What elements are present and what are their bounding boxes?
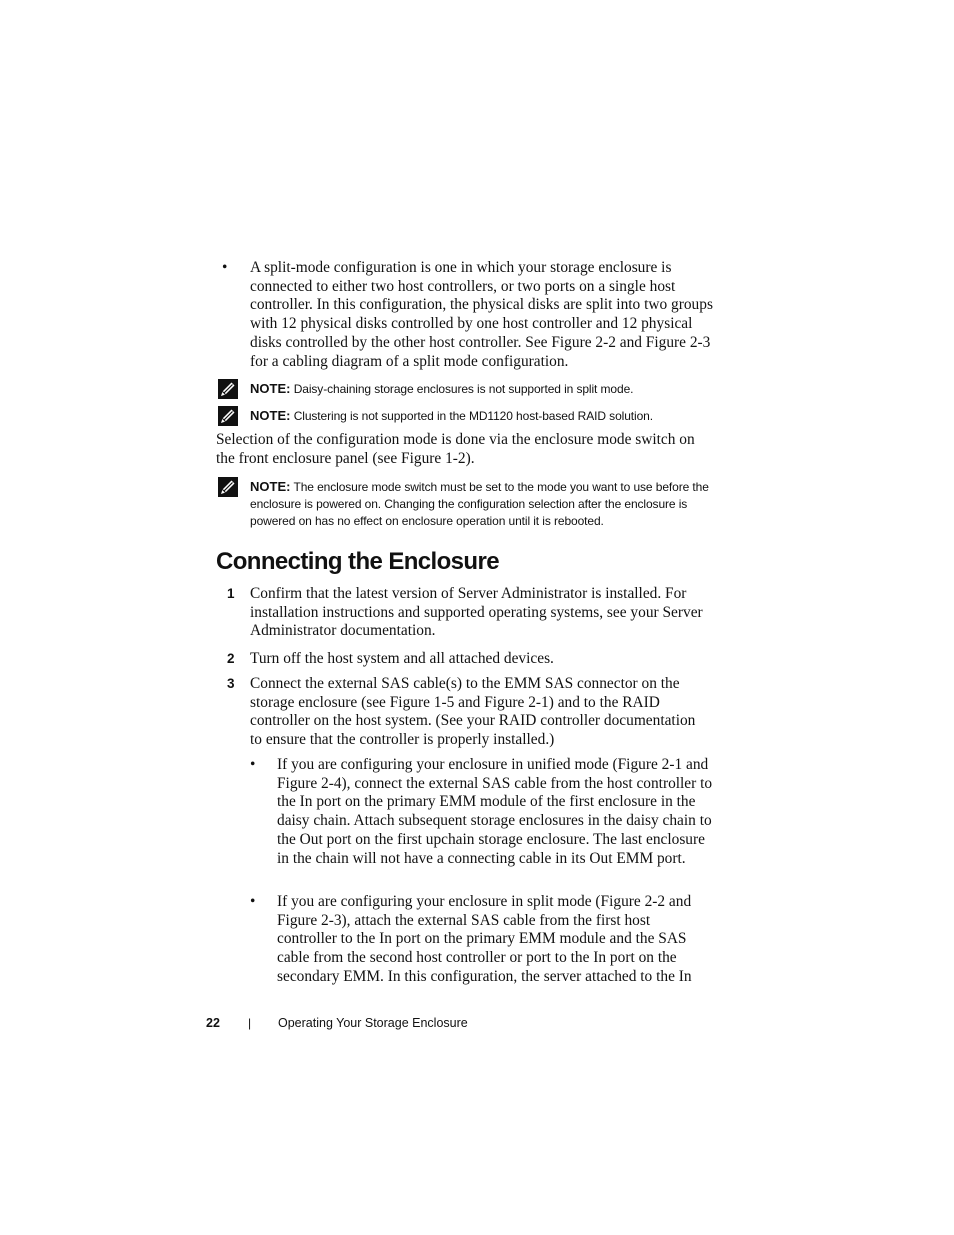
split-mode-bullet — [222, 259, 717, 371]
note-body: Daisy-chaining storage enclosures is not supported in split mode. — [293, 382, 634, 396]
step-text: Connect the external SAS cable(s) to the EMM SAS connector on the storage enclosure (see Figure 1-5 and Figure 2-1) and to the RAID controller on the host system. (See your RAID controller documentation to ensure that the controller is properly installed.) — [250, 675, 696, 749]
step-number: 3 — [227, 676, 235, 691]
note-1-text — [250, 379, 720, 398]
note-body: Clustering is not supported in the MD1120 host-based RAID solution. — [293, 409, 653, 423]
config-paragraph: Selection of the configuration mode is done via the enclosure mode switch on the front enclosure panel (see Figure 1-2). — [216, 431, 695, 467]
note-label: NOTE: — [250, 381, 291, 396]
step-text: Confirm that the latest version of Server Administrator is installed. For installation instructions and supported operating systems, see your Server Administrator documentation. — [250, 585, 703, 640]
pencil-note-icon — [218, 379, 238, 399]
step-number: 1 — [227, 586, 235, 601]
note-3-text — [250, 477, 718, 530]
page-footer — [206, 1016, 706, 1036]
chapter-title: Operating Your Storage Enclosure — [278, 1016, 468, 1030]
note-body: The enclosure mode switch must be set to the mode you want to use before the enclosure is powered on. Changing the configuration selection after the enclosure is powered on has no effect on enclosure operation until it is rebooted. — [250, 480, 709, 528]
sub-bullet-split-mode — [250, 893, 718, 987]
sub-bullet-text: If you are configuring your enclosure in split mode (Figure 2-2 and Figure 2-3), attach the external SAS cable from the first host controller to the In port on the primary EMM module and the SAS cable from the second host controller or port to the In port on the secondary EMM. In this configuration, the server attached to the In — [277, 893, 692, 985]
page-number: 22 — [206, 1016, 220, 1030]
bullet-marker: • — [250, 893, 256, 910]
note-1 — [218, 379, 718, 398]
note-2-text — [250, 406, 720, 425]
step-3 — [227, 675, 717, 750]
step-2 — [227, 650, 717, 669]
bullet-marker: • — [250, 756, 256, 773]
sub-bullet-unified-mode — [250, 756, 718, 868]
section-heading: Connecting the Enclosure — [216, 548, 499, 575]
note-2 — [218, 406, 718, 425]
step-1 — [227, 585, 717, 641]
bullet-marker: • — [222, 259, 228, 276]
footer-separator: | — [248, 1016, 252, 1030]
split-mode-bullet-text: A split-mode configuration is one in which your storage enclosure is connected to either two host controllers, or two ports on a single host controller. In this configuration, the physical disks are split into two groups with 12 physical disks controlled by one host controller and 12 physical disks controlled by the other host controller. See Figure 2-2 and Figure 2-3 for a cabling diagram of a split mode configuration. — [250, 259, 713, 370]
pencil-note-icon — [218, 477, 238, 497]
note-label: NOTE: — [250, 408, 291, 423]
note-label: NOTE: — [250, 479, 291, 494]
step-number: 2 — [227, 651, 235, 666]
pencil-note-icon — [218, 406, 238, 426]
sub-bullet-text: If you are configuring your enclosure in unified mode (Figure 2-1 and Figure 2-4), connect the external SAS cable from the host controller to the In port on the primary EMM module of the first enclosure in the daisy chain. Attach subsequent storage enclosures in the daisy chain to the Out port on the first upchain storage enclosure. The last enclosure in the chain will not have a connecting cable in its Out EMM port. — [277, 756, 713, 867]
note-3 — [218, 477, 718, 530]
step-text: Turn off the host system and all attached devices. — [250, 650, 554, 667]
